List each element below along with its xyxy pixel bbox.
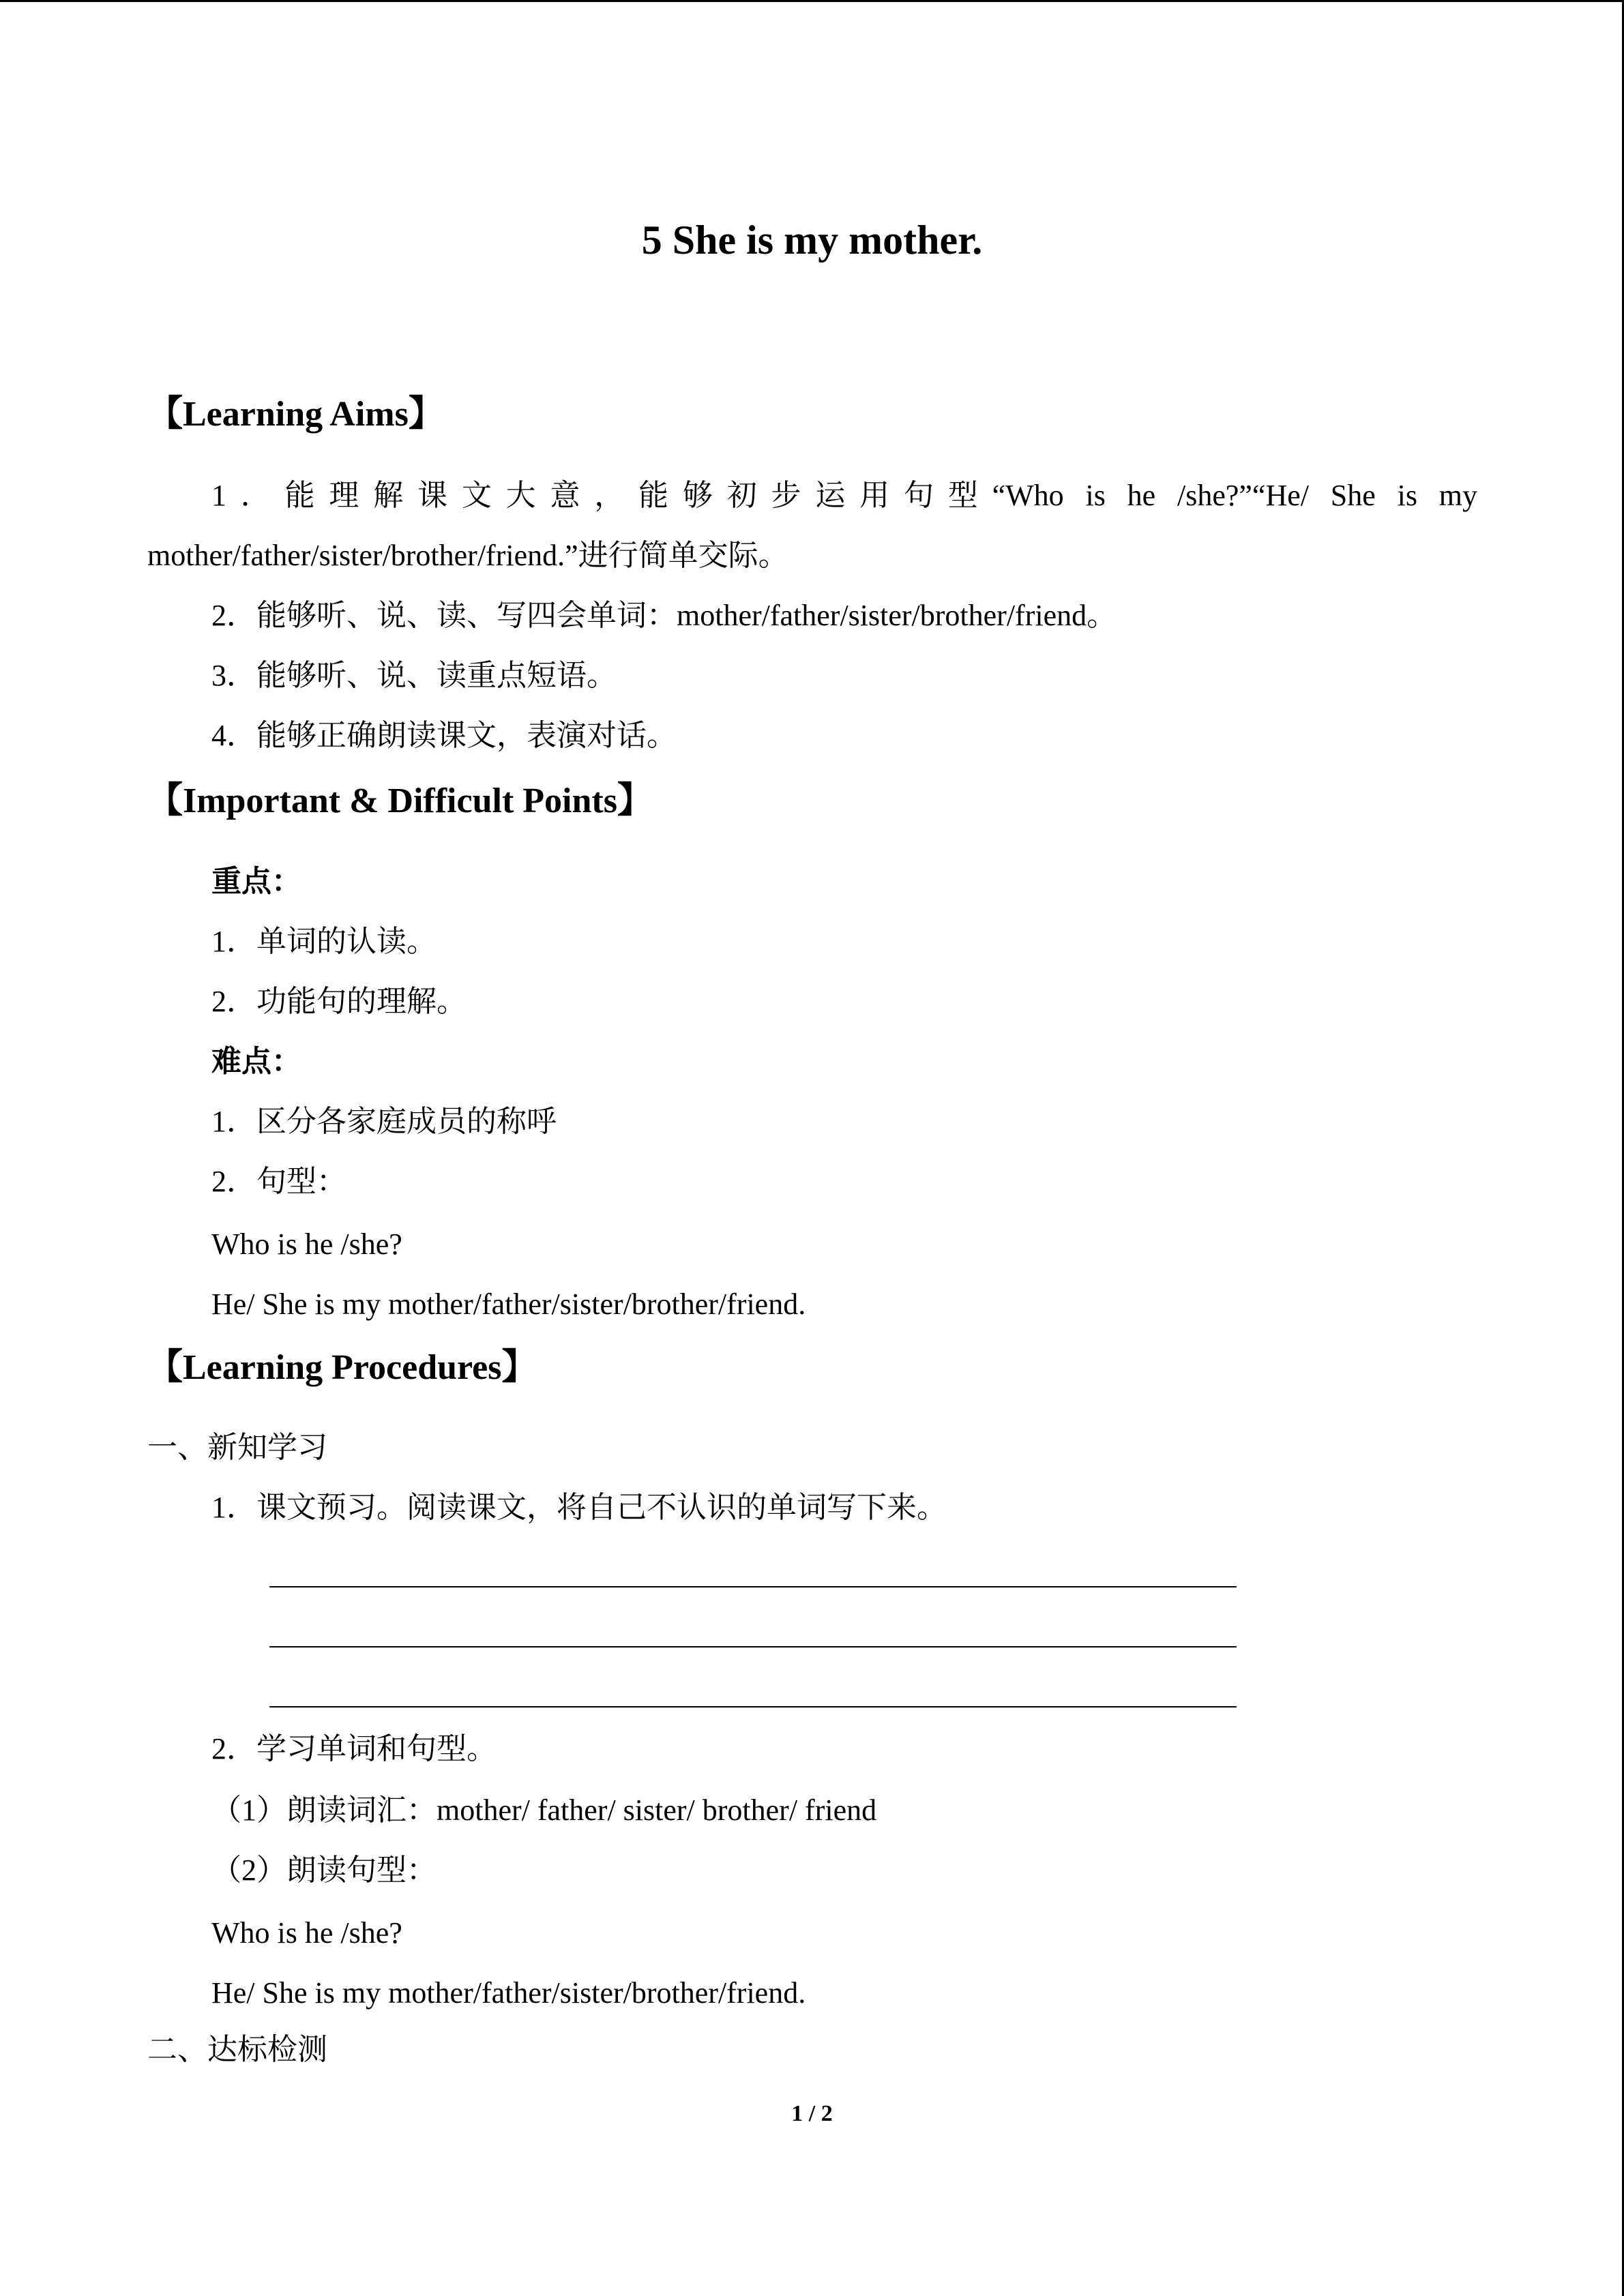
aim-item-3: 3．能够听、说、读重点短语。 xyxy=(211,659,617,692)
answer-blank-line-1[interactable] xyxy=(269,1586,1237,1587)
difficult-points-label: 难点： xyxy=(211,1045,301,1078)
key-point-2: 2．功能句的理解。 xyxy=(211,985,467,1018)
answer-blank-line-3[interactable] xyxy=(269,1706,1237,1708)
answer-blank-line-2[interactable] xyxy=(269,1646,1237,1648)
procedure-sentence-1: Who is he /she? xyxy=(211,1916,402,1950)
procedure-step-1: 1．课文预习。阅读课文，将自己不认识的单词写下来。 xyxy=(211,1491,947,1524)
difficult-point-1: 1．区分各家庭成员的称呼 xyxy=(211,1105,557,1138)
key-points-label: 重点： xyxy=(211,865,301,898)
procedure-part-2-label: 二、达标检测 xyxy=(147,2033,327,2066)
learning-aims-heading: 【Learning Aims】 xyxy=(147,395,444,434)
difficult-point-2: 2．句型： xyxy=(211,1165,346,1198)
aim-item-1-line-1: 1．能理解课文大意，能够初步运用句型“Who is he /she?”“He/ She is my xyxy=(211,479,1477,512)
aim-item-2: 2．能够听、说、读、写四会单词：mother/father/sister/brother/friend。 xyxy=(211,599,1117,632)
procedure-step-2: 2．学习单词和句型。 xyxy=(211,1732,497,1765)
procedure-step-2-sub-2: （2）朗读句型： xyxy=(211,1853,437,1887)
page-number: 1 / 2 xyxy=(791,2101,833,2126)
aim-item-4: 4．能够正确朗读课文，表演对话。 xyxy=(211,719,677,752)
procedure-part-1-label: 一、新知学习 xyxy=(147,1431,327,1464)
difficult-sentence-1: Who is he /she? xyxy=(211,1227,402,1261)
key-point-1: 1．单词的认读。 xyxy=(211,925,437,958)
difficult-sentence-2: He/ She is my mother/father/sister/brother/friend. xyxy=(211,1287,806,1321)
document-title: 5 She is my mother. xyxy=(641,218,983,263)
procedure-step-2-sub-1: （1）朗读词汇：mother/ father/ sister/ brother/ friend xyxy=(211,1793,877,1827)
aim-item-1-line-2: mother/father/sister/brother/friend.”进行简单交际。 xyxy=(147,539,788,572)
important-points-heading: 【Important & Difficult Points】 xyxy=(147,781,653,820)
learning-procedures-heading: 【Learning Procedures】 xyxy=(147,1348,537,1387)
procedure-sentence-2: He/ She is my mother/father/sister/brother/friend. xyxy=(211,1976,806,2010)
